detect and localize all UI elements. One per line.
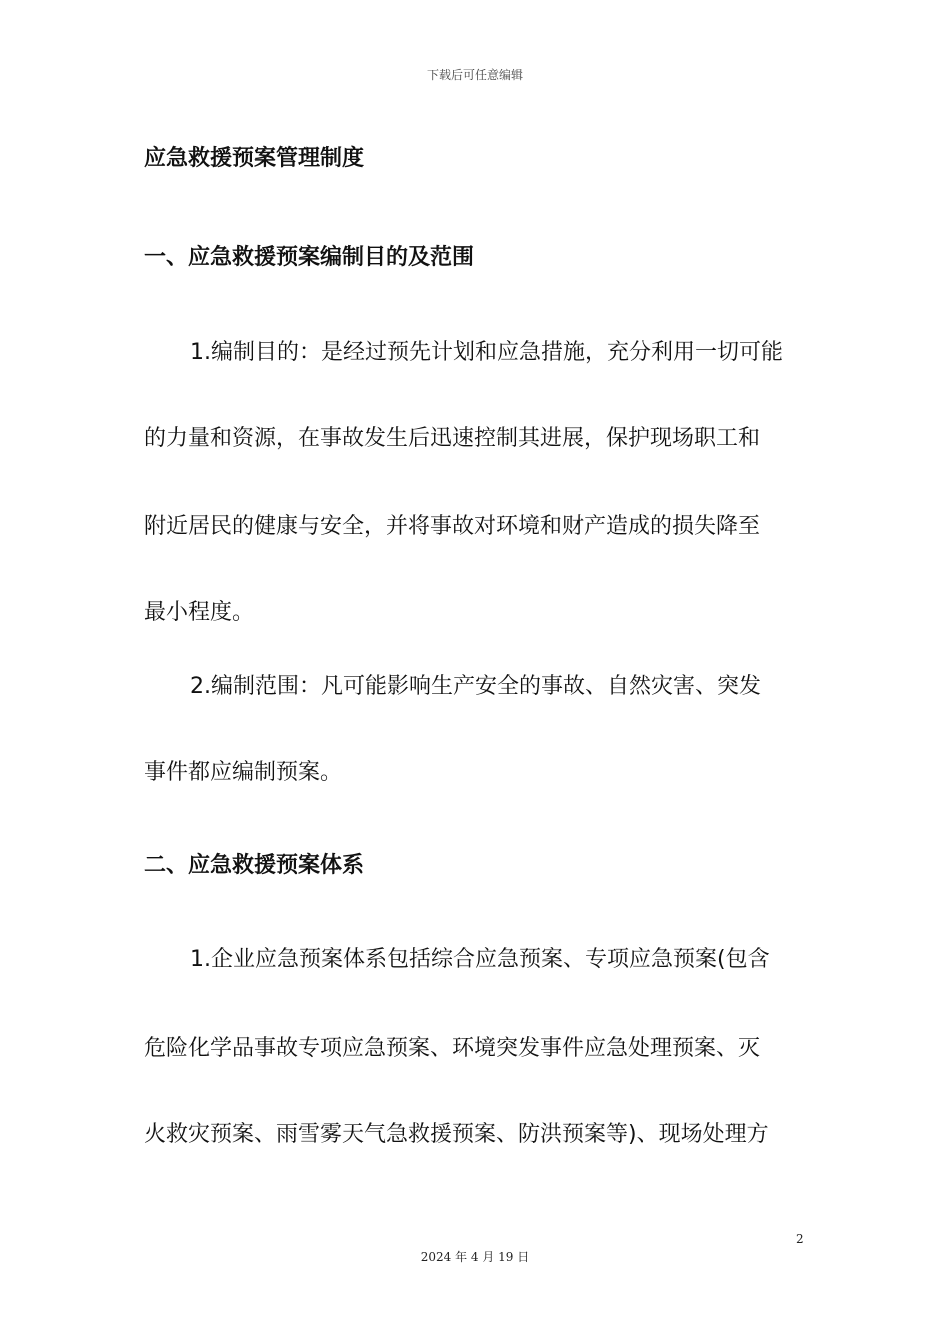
page-number: 2 bbox=[796, 1232, 804, 1246]
document-title: 应急救援预案管理制度 bbox=[144, 146, 365, 171]
section-heading-2: 二、应急救援预案体系 bbox=[144, 853, 365, 878]
paragraph-line: 1.编制目的：是经过预先计划和应急措施，充分利用一切可能 bbox=[190, 340, 783, 365]
paragraph-line: 1.企业应急预案体系包括综合应急预案、专项应急预案(包含 bbox=[190, 947, 770, 972]
footer-date: 2024 年 4 月 19 日 bbox=[420, 1250, 530, 1264]
paragraph-line: 最小程度。 bbox=[144, 600, 255, 625]
paragraph-line: 火救灾预案、雨雪雾天气急救援预案、防洪预案等)、现场处理方 bbox=[144, 1122, 769, 1147]
paragraph-line: 危险化学品事故专项应急预案、环境突发事件应急处理预案、灭 bbox=[144, 1036, 761, 1061]
paragraph-line: 附近居民的健康与安全，并将事故对环境和财产造成的损失降至 bbox=[144, 514, 761, 539]
paragraph-line: 事件都应编制预案。 bbox=[144, 760, 343, 785]
paragraph-line: 2.编制范围：凡可能影响生产安全的事故、自然灾害、突发 bbox=[190, 674, 761, 699]
header-note: 下载后可任意编辑 bbox=[426, 68, 523, 82]
paragraph-line: 的力量和资源，在事故发生后迅速控制其进展，保护现场职工和 bbox=[144, 426, 761, 451]
section-heading-1: 一、应急救援预案编制目的及范围 bbox=[144, 245, 475, 270]
